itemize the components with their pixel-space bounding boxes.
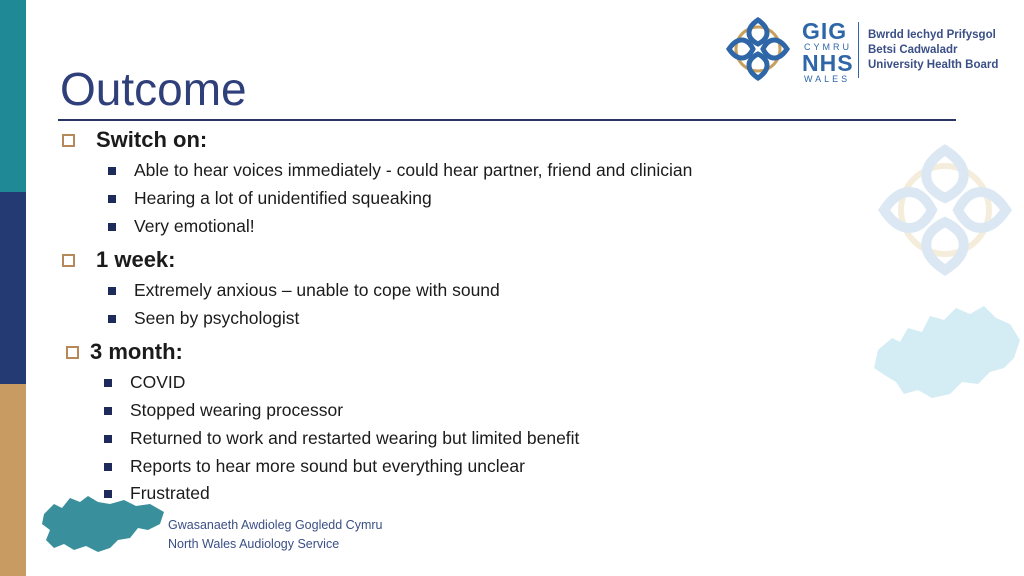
accent-bar-tan — [0, 384, 26, 576]
nhs-wales-logo — [722, 14, 1012, 84]
bullet-icon — [108, 195, 116, 203]
title-divider — [58, 119, 956, 121]
bullet-icon — [108, 223, 116, 231]
bullet-icon — [104, 490, 112, 498]
logo-board-name — [868, 28, 998, 73]
bullet-icon — [104, 407, 112, 415]
bullet-icon — [108, 315, 116, 323]
accent-bar-teal — [0, 0, 26, 192]
footer-welsh-name: Gwasanaeth Awdioleg Gogledd Cymru — [168, 518, 383, 532]
slide-title: Outcome — [60, 63, 247, 115]
square-bullet-icon — [62, 254, 75, 267]
bullet-icon — [104, 379, 112, 387]
square-bullet-icon — [66, 346, 79, 359]
logo-nhs-text: NHS — [802, 50, 854, 76]
accent-bar-navy — [0, 192, 26, 384]
bullet-icon — [108, 287, 116, 295]
left-accent-bar — [0, 0, 26, 576]
logo-cymru-text: CYMRU — [804, 42, 852, 52]
watermark-knot-icon — [870, 140, 1020, 280]
logo-divider — [858, 22, 859, 78]
logo-board-line: Bwrdd Iechyd Prifysgol — [868, 29, 996, 41]
bullet-icon — [108, 167, 116, 175]
bullet-icon — [104, 435, 112, 443]
logo-wales-text: WALES — [804, 74, 851, 84]
celtic-knot-icon — [722, 14, 794, 84]
logo-gig-text: GIG — [802, 18, 848, 44]
bullet-icon — [104, 463, 112, 471]
service-footer — [168, 516, 382, 554]
logo-board-line: Betsi Cadwaladr — [868, 44, 958, 56]
footer-english-name: North Wales Audiology Service — [168, 537, 340, 551]
logo-board-line: University Health Board — [868, 59, 999, 71]
square-bullet-icon — [62, 134, 75, 147]
watermark-map-icon — [870, 298, 1024, 406]
